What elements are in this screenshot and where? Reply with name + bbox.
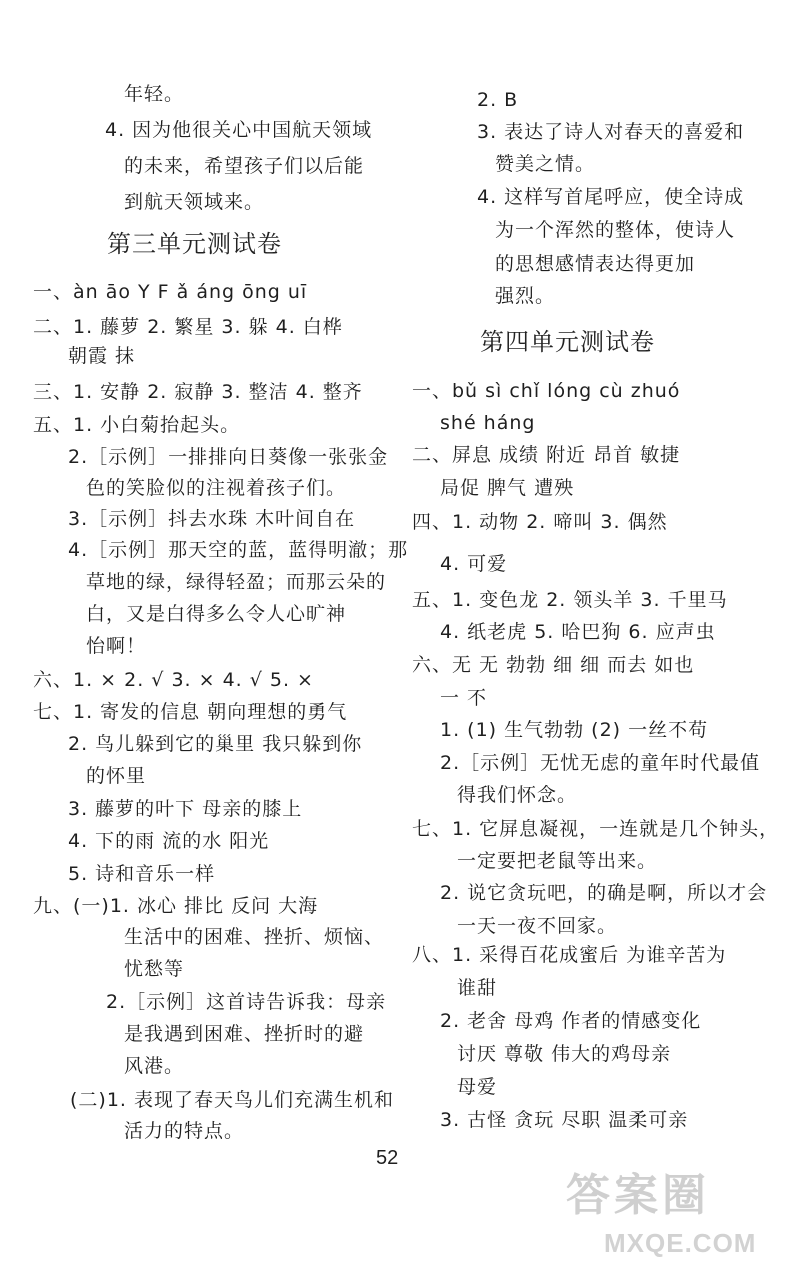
- answer-line: 4. 下的雨 流的水 阳光: [68, 830, 270, 852]
- answer-line: 一、bǔ sì chǐ lóng cù zhuó: [412, 380, 681, 402]
- answer-line: 2.［示例］无忧无虑的童年时代最值: [440, 752, 761, 774]
- answer-line: 4. 可爱: [440, 553, 508, 575]
- answer-line: 忧愁等: [124, 958, 185, 980]
- answer-line: 3. 表达了诗人对春天的喜爱和: [477, 121, 745, 143]
- answer-line: 得我们怀念。: [457, 784, 578, 806]
- answer-line: 2.［示例］一排排向日葵像一张张金: [68, 446, 389, 468]
- answer-line: 到航天领域来。: [124, 191, 265, 213]
- page-number: 52: [376, 1147, 399, 1169]
- answer-line: 风港。: [124, 1055, 185, 1077]
- answer-line: 朝霞 抹: [68, 345, 136, 367]
- answer-line: 4.［示例］那天空的蓝，蓝得明澈；那: [68, 539, 409, 561]
- answer-line: 六、1. × 2. √ 3. × 4. √ 5. ×: [33, 669, 314, 691]
- unit-4-heading: 第四单元测试卷: [480, 328, 655, 356]
- answer-line: 年轻。: [124, 83, 185, 105]
- answer-line: 九、(一)1. 冰心 排比 反问 大海: [33, 895, 319, 917]
- answer-line: 六、无 无 勃勃 细 细 而去 如也: [412, 654, 695, 676]
- answer-line: 五、1. 小白菊抬起头。: [33, 414, 241, 436]
- answer-line: 生活中的困难、挫折、烦恼、: [124, 926, 385, 948]
- answer-line: 2.［示例］这首诗告诉我：母亲: [106, 991, 387, 1013]
- answer-line: 母爱: [457, 1076, 498, 1098]
- answer-line: 谁甜: [457, 977, 498, 999]
- answer-line: 七、1. 它屏息凝视，一连就是几个钟头，: [412, 818, 780, 840]
- site-watermark: [560, 1168, 790, 1268]
- answer-line: 为一个浑然的整体，使诗人: [495, 219, 736, 241]
- answer-line: 4. 因为他很关心中国航天领域: [105, 119, 373, 141]
- answer-line: 4. 这样写首尾呼应，使全诗成: [477, 186, 745, 208]
- answer-line: 2. 鸟儿躲到它的巢里 我只躲到你: [68, 733, 363, 755]
- watermark-text-cn: 答案圈: [566, 1170, 710, 1221]
- answer-line: 3. 古怪 贪玩 尽职 温柔可亲: [440, 1109, 689, 1131]
- answer-line: 2. B: [477, 89, 519, 111]
- answer-line: 八、1. 采得百花成蜜后 为谁辛苦为: [412, 944, 727, 966]
- answer-line: 3. 藤萝的叶下 母亲的膝上: [68, 798, 303, 820]
- answer-line: 的怀里: [86, 765, 147, 787]
- answer-line: (二)1. 表现了春天鸟儿们充满生机和: [70, 1089, 394, 1111]
- answer-line: 四、1. 动物 2. 啼叫 3. 偶然: [412, 511, 668, 533]
- answer-line: 二、屏息 成绩 附近 昂首 敏捷: [412, 444, 681, 466]
- answer-line: 七、1. 寄发的信息 朝向理想的勇气: [33, 701, 348, 723]
- watermark-text-en: MXQE.COM: [604, 1228, 757, 1258]
- answer-line: 活力的特点。: [124, 1120, 245, 1142]
- answer-line: 是我遇到困难、挫折时的避: [124, 1023, 365, 1045]
- answer-line: 4. 纸老虎 5. 哈巴狗 6. 应声虫: [440, 621, 716, 643]
- answer-line: 的未来，希望孩子们以后能: [124, 155, 365, 177]
- answer-line: 二、1. 藤萝 2. 繁星 3. 躲 4. 白桦: [33, 316, 343, 338]
- answer-line: 5. 诗和音乐一样: [68, 863, 216, 885]
- answer-line: 色的笑脸似的注视着孩子们。: [86, 477, 347, 499]
- answer-line: 讨厌 尊敬 伟大的鸡母亲: [457, 1043, 672, 1065]
- answer-line: 一 不: [440, 687, 488, 709]
- answer-line: 怡啊！: [86, 635, 147, 657]
- answer-line: 2. 老舍 母鸡 作者的情感变化: [440, 1010, 702, 1032]
- answer-line: 一、àn āo Y F ǎ áng ōng uī: [33, 281, 308, 303]
- answer-line: 草地的绿，绿得轻盈；而那云朵的: [86, 571, 387, 593]
- answer-line: 三、1. 安静 2. 寂静 3. 整洁 4. 整齐: [33, 381, 363, 403]
- answer-line: 局促 脾气 遭殃: [440, 477, 575, 499]
- unit-3-heading: 第三单元测试卷: [107, 230, 282, 258]
- answer-line: 一定要把老鼠等出来。: [457, 850, 658, 872]
- answer-line: 五、1. 变色龙 2. 领头羊 3. 千里马: [412, 589, 728, 611]
- answer-line: 的思想感情表达得更加: [495, 253, 696, 275]
- answer-line: shé háng: [440, 412, 536, 434]
- answer-line: 1. (1) 生气勃勃 (2) 一丝不苟: [440, 719, 709, 741]
- answer-line: 一天一夜不回家。: [457, 915, 618, 937]
- answer-line: 强烈。: [495, 285, 556, 307]
- answer-line: 白，又是白得多么令人心旷神: [86, 603, 347, 625]
- answer-line: 3.［示例］抖去水珠 木叶间自在: [68, 508, 356, 530]
- answer-line: 赞美之情。: [495, 153, 596, 175]
- answer-line: 2. 说它贪玩吧，的确是啊，所以才会: [440, 882, 768, 904]
